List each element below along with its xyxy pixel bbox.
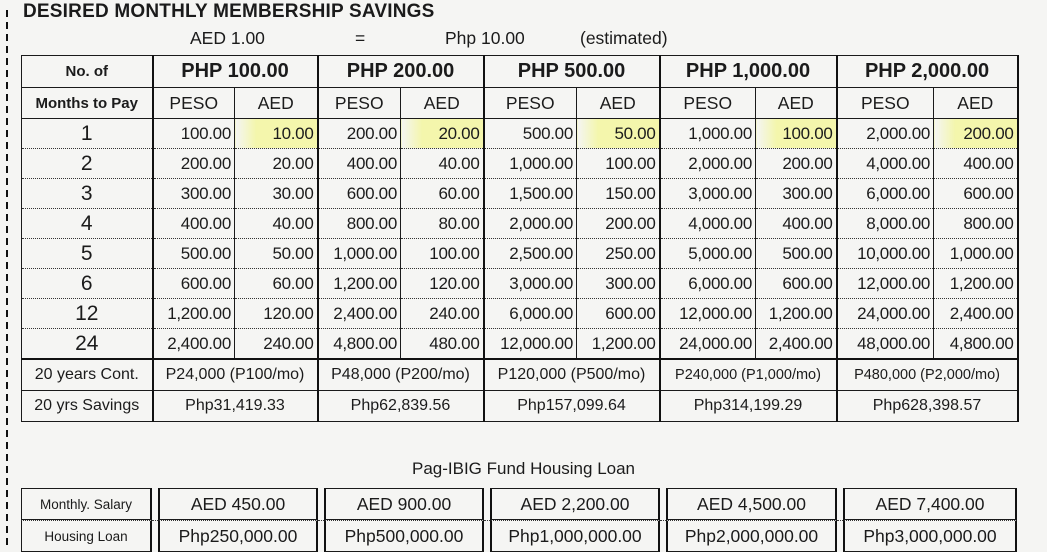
cont-value: P240,000 (P1,000/mo) (660, 359, 837, 391)
peso-value-cell: 2,400.00 (318, 299, 401, 329)
peso-value-cell: 1,200.00 (153, 299, 235, 329)
salary-value: AED 4,500.00 (666, 488, 837, 520)
months-header-bottom: Months to Pay (22, 88, 153, 119)
aed-value-cell: 150.00 (577, 179, 660, 209)
savings-value: Php62,839.56 (318, 391, 484, 422)
sub-header-peso: PESO (660, 88, 756, 119)
sub-header-peso: PESO (484, 88, 577, 119)
savings-row (22, 391, 1018, 422)
aed-value-cell: 80.00 (401, 209, 484, 239)
peso-value-cell: 200.00 (318, 119, 401, 149)
aed-value-cell: 200.00 (934, 119, 1018, 149)
aed-value-cell: 120.00 (401, 269, 484, 299)
peso-value-cell: 1,000.00 (318, 239, 401, 269)
peso-value-cell: 4,800.00 (318, 329, 401, 360)
aed-value-cell: 4,800.00 (934, 329, 1018, 360)
aed-value-cell: 10.00 (235, 119, 318, 149)
aed-value-cell: 100.00 (401, 239, 484, 269)
aed-value-cell: 100.00 (756, 119, 837, 149)
aed-value-cell: 500.00 (756, 239, 837, 269)
peso-value-cell: 2,000.00 (660, 149, 756, 179)
loan-value: Php1,000,000.00 (490, 520, 660, 552)
sub-header-peso: PESO (318, 88, 401, 119)
aed-value-cell: 800.00 (934, 209, 1018, 239)
aed-value-cell: 2,400.00 (934, 299, 1018, 329)
rate-php: Php 10.00 (445, 28, 525, 48)
aed-value-cell: 50.00 (577, 119, 660, 149)
peso-value-cell: 5,000.00 (660, 239, 756, 269)
aed-value-cell: 600.00 (934, 179, 1018, 209)
savings-value: Php314,199.29 (660, 391, 837, 422)
loan-value: Php250,000.00 (158, 520, 318, 552)
aed-value-cell: 40.00 (235, 209, 318, 239)
aed-value-cell: 250.00 (577, 239, 660, 269)
peso-value-cell: 4,000.00 (837, 149, 934, 179)
months-cell: 24 (22, 329, 153, 360)
aed-value-cell: 20.00 (401, 119, 484, 149)
plan-header-row (22, 56, 1018, 88)
aed-value-cell: 40.00 (401, 149, 484, 179)
aed-value-cell: 120.00 (235, 299, 318, 329)
sub-header-aed: AED (756, 88, 837, 119)
housing-loan-table (21, 488, 1017, 552)
peso-value-cell: 10,000.00 (837, 239, 934, 269)
rate-equals: = (355, 28, 366, 48)
peso-value-cell: 800.00 (318, 209, 401, 239)
loan-value: Php2,000,000.00 (666, 520, 837, 552)
sub-header-peso: PESO (153, 88, 235, 119)
peso-value-cell: 6,000.00 (837, 179, 934, 209)
salary-value: AED 7,400.00 (843, 488, 1017, 520)
peso-value-cell: 400.00 (318, 149, 401, 179)
peso-value-cell: 2,000.00 (837, 119, 934, 149)
sub-header-aed: AED (235, 88, 318, 119)
peso-value-cell: 6,000.00 (660, 269, 756, 299)
peso-value-cell: 4,000.00 (660, 209, 756, 239)
aed-value-cell: 300.00 (756, 179, 837, 209)
aed-value-cell: 60.00 (235, 269, 318, 299)
aed-value-cell: 60.00 (401, 179, 484, 209)
months-cell: 12 (22, 299, 153, 329)
sub-header-aed: AED (577, 88, 660, 119)
aed-value-cell: 1,200.00 (577, 329, 660, 360)
salary-label: Monthly. Salary (21, 488, 152, 520)
peso-value-cell: 200.00 (153, 149, 235, 179)
plan-header-2000: PHP 2,000.00 (837, 56, 1018, 88)
peso-value-cell: 500.00 (153, 239, 235, 269)
aed-value-cell: 400.00 (934, 149, 1018, 179)
aed-value-cell: 480.00 (401, 329, 484, 360)
peso-value-cell: 2,400.00 (153, 329, 235, 360)
aed-value-cell: 600.00 (577, 299, 660, 329)
cont-label: 20 years Cont. (22, 359, 153, 391)
aed-value-cell: 1,200.00 (934, 269, 1018, 299)
aed-value-cell: 240.00 (401, 299, 484, 329)
months-cell: 3 (22, 179, 153, 209)
aed-value-cell: 2,400.00 (756, 329, 837, 360)
loan-value: Php500,000.00 (324, 520, 484, 552)
peso-value-cell: 8,000.00 (837, 209, 934, 239)
document-title: DESIRED MONTHLY MEMBERSHIP SAVINGS (23, 1, 435, 22)
month-row (22, 299, 1018, 329)
peso-value-cell: 1,000.00 (484, 149, 577, 179)
loan-value: Php3,000,000.00 (843, 520, 1017, 552)
peso-value-cell: 600.00 (153, 269, 235, 299)
peso-value-cell: 2,500.00 (484, 239, 577, 269)
sub-header-row (22, 88, 1018, 119)
peso-value-cell: 48,000.00 (837, 329, 934, 360)
cont-value: P48,000 (P200/mo) (318, 359, 484, 391)
loan-row (21, 520, 1017, 552)
aed-value-cell: 50.00 (235, 239, 318, 269)
months-cell: 4 (22, 209, 153, 239)
peso-value-cell: 300.00 (153, 179, 235, 209)
aed-value-cell: 400.00 (756, 209, 837, 239)
peso-value-cell: 2,000.00 (484, 209, 577, 239)
peso-value-cell: 1,000.00 (660, 119, 756, 149)
aed-value-cell: 100.00 (577, 149, 660, 179)
loan-section-title: Pag-IBIG Fund Housing Loan (411, 459, 636, 478)
plan-header-200: PHP 200.00 (318, 56, 484, 88)
month-row (22, 179, 1018, 209)
sub-header-peso: PESO (837, 88, 934, 119)
month-row (22, 239, 1018, 269)
month-row (22, 269, 1018, 299)
salary-row (21, 488, 1017, 520)
plan-header-1000: PHP 1,000.00 (660, 56, 837, 88)
peso-value-cell: 1,200.00 (318, 269, 401, 299)
cont-value: P120,000 (P500/mo) (484, 359, 660, 391)
peso-value-cell: 1,500.00 (484, 179, 577, 209)
rate-note: (estimated) (580, 28, 668, 48)
plan-header-500: PHP 500.00 (484, 56, 660, 88)
peso-value-cell: 24,000.00 (837, 299, 934, 329)
aed-value-cell: 200.00 (577, 209, 660, 239)
savings-value: Php157,099.64 (484, 391, 660, 422)
cont-value: P24,000 (P100/mo) (153, 359, 318, 391)
peso-value-cell: 3,000.00 (660, 179, 756, 209)
aed-value-cell: 1,200.00 (756, 299, 837, 329)
aed-value-cell: 240.00 (235, 329, 318, 360)
aed-value-cell: 200.00 (756, 149, 837, 179)
peso-value-cell: 12,000.00 (837, 269, 934, 299)
sub-header-aed: AED (401, 88, 484, 119)
month-row (22, 329, 1018, 360)
peso-value-cell: 3,000.00 (484, 269, 577, 299)
peso-value-cell: 12,000.00 (484, 329, 577, 360)
peso-value-cell: 100.00 (153, 119, 235, 149)
months-header-top: No. of (22, 56, 153, 88)
peso-value-cell: 400.00 (153, 209, 235, 239)
aed-value-cell: 1,000.00 (934, 239, 1018, 269)
cont-row (22, 359, 1018, 391)
aed-value-cell: 300.00 (577, 269, 660, 299)
rate-aed: AED 1.00 (190, 28, 265, 48)
savings-label: 20 yrs Savings (22, 391, 153, 422)
aed-value-cell: 30.00 (235, 179, 318, 209)
savings-table-body (22, 119, 1018, 422)
salary-value: AED 2,200.00 (490, 488, 660, 520)
month-row (22, 209, 1018, 239)
months-cell: 5 (22, 239, 153, 269)
plan-header-100: PHP 100.00 (153, 56, 318, 88)
peso-value-cell: 600.00 (318, 179, 401, 209)
cont-value: P480,000 (P2,000/mo) (837, 359, 1018, 391)
peso-value-cell: 500.00 (484, 119, 577, 149)
loan-label: Housing Loan (21, 520, 152, 552)
salary-value: AED 900.00 (324, 488, 484, 520)
months-cell: 2 (22, 149, 153, 179)
peso-value-cell: 12,000.00 (660, 299, 756, 329)
aed-value-cell: 20.00 (235, 149, 318, 179)
savings-value: Php31,419.33 (153, 391, 318, 422)
peso-value-cell: 6,000.00 (484, 299, 577, 329)
aed-value-cell: 600.00 (756, 269, 837, 299)
month-row (22, 149, 1018, 179)
month-row (22, 119, 1018, 149)
months-cell: 1 (22, 119, 153, 149)
months-cell: 6 (22, 269, 153, 299)
savings-value: Php628,398.57 (837, 391, 1018, 422)
salary-value: AED 450.00 (158, 488, 318, 520)
savings-table (21, 55, 1019, 422)
peso-value-cell: 24,000.00 (660, 329, 756, 360)
sub-header-aed: AED (934, 88, 1018, 119)
